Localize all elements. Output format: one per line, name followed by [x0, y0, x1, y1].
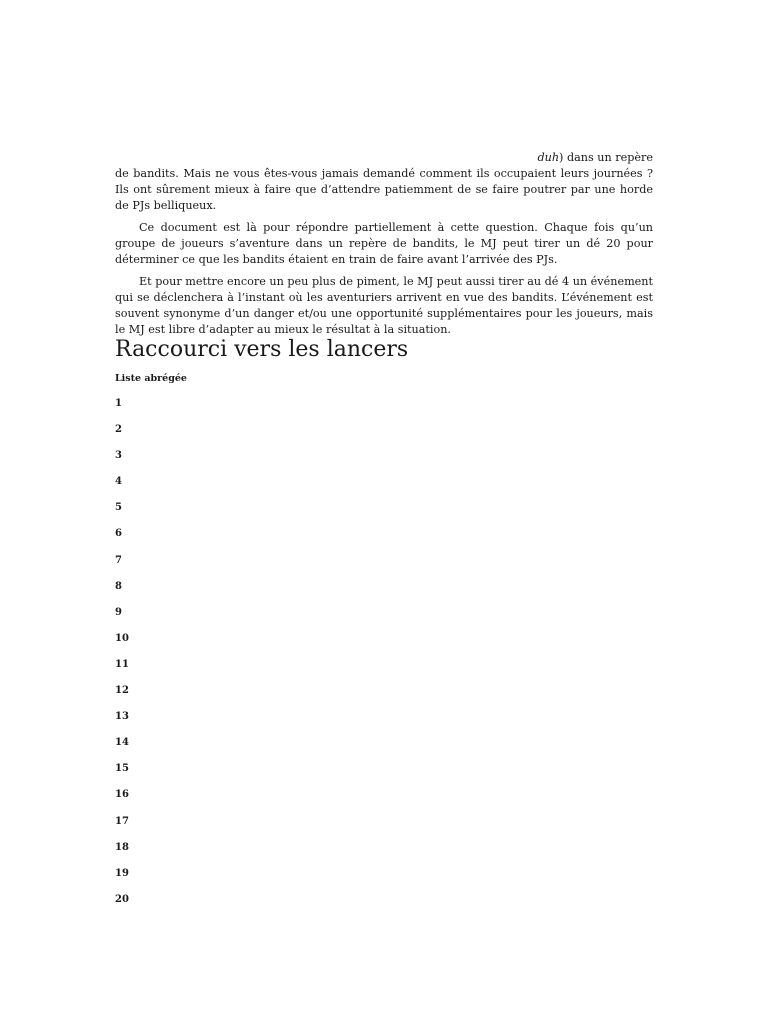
section-title: Raccourci vers les lancers — [115, 337, 409, 362]
roll-item: 18 — [115, 841, 129, 853]
intro-paragraph-1-text: de bandits. Mais ne vous êtes-vous jamais demandé comment ils occupaient leurs journées ? Ils ont sûrement mieux à faire que d’attendre patiemment de se faire poutrer par une horde de PJs belliqueux. — [115, 167, 653, 212]
roll-item: 14 — [115, 737, 129, 749]
intro-text — [115, 150, 653, 344]
intro-paragraph-2: Ce document est là pour répondre partiellement à cette question. Chaque fois qu’un groupe de joueurs s’aventure dans un repère de bandits, le MJ peut tirer un dé 20 pour déterminer ce que les bandits étaient en train de faire avant l’arrivée des PJs. — [115, 221, 653, 266]
roll-item: 6 — [115, 528, 122, 540]
roll-item: 9 — [115, 606, 122, 618]
roll-item: 11 — [115, 658, 129, 670]
intro-first-line — [115, 150, 653, 166]
roll-item: 15 — [115, 763, 129, 775]
roll-item: 1 — [115, 398, 122, 409]
roll-item: 8 — [115, 580, 122, 592]
roll-item: 20 — [115, 893, 129, 905]
intro-italic-word: duh — [537, 151, 560, 164]
roll-item: 7 — [115, 554, 122, 566]
intro-paragraph-3: Et pour mettre encore un peu plus de piment, le MJ peut aussi tirer au dé 4 un événement qui se déclenchera à l’instant où les aventuriers arrivent en vue des bandits. L’événement est souvent synonyme d’un danger et/ou une opportunité supplémentaires pour les joueurs, mais le MJ est libre d’adapter au mieux le résultat à la situation. — [115, 275, 653, 336]
roll-item: 5 — [115, 502, 122, 514]
roll-list — [115, 397, 129, 919]
roll-item: 4 — [115, 476, 122, 488]
intro-first-line-rest: ) dans un repère — [559, 151, 653, 164]
roll-item: 12 — [115, 685, 129, 697]
subsection-title: Liste abrégée — [115, 373, 187, 384]
roll-item: 16 — [115, 789, 129, 801]
roll-item: 19 — [115, 867, 129, 879]
roll-item: 13 — [115, 711, 129, 723]
roll-item: 10 — [115, 632, 129, 644]
roll-item: 3 — [115, 450, 122, 462]
roll-item: 2 — [115, 424, 122, 436]
roll-item: 17 — [115, 815, 129, 827]
intro-paragraph-1 — [115, 150, 653, 214]
